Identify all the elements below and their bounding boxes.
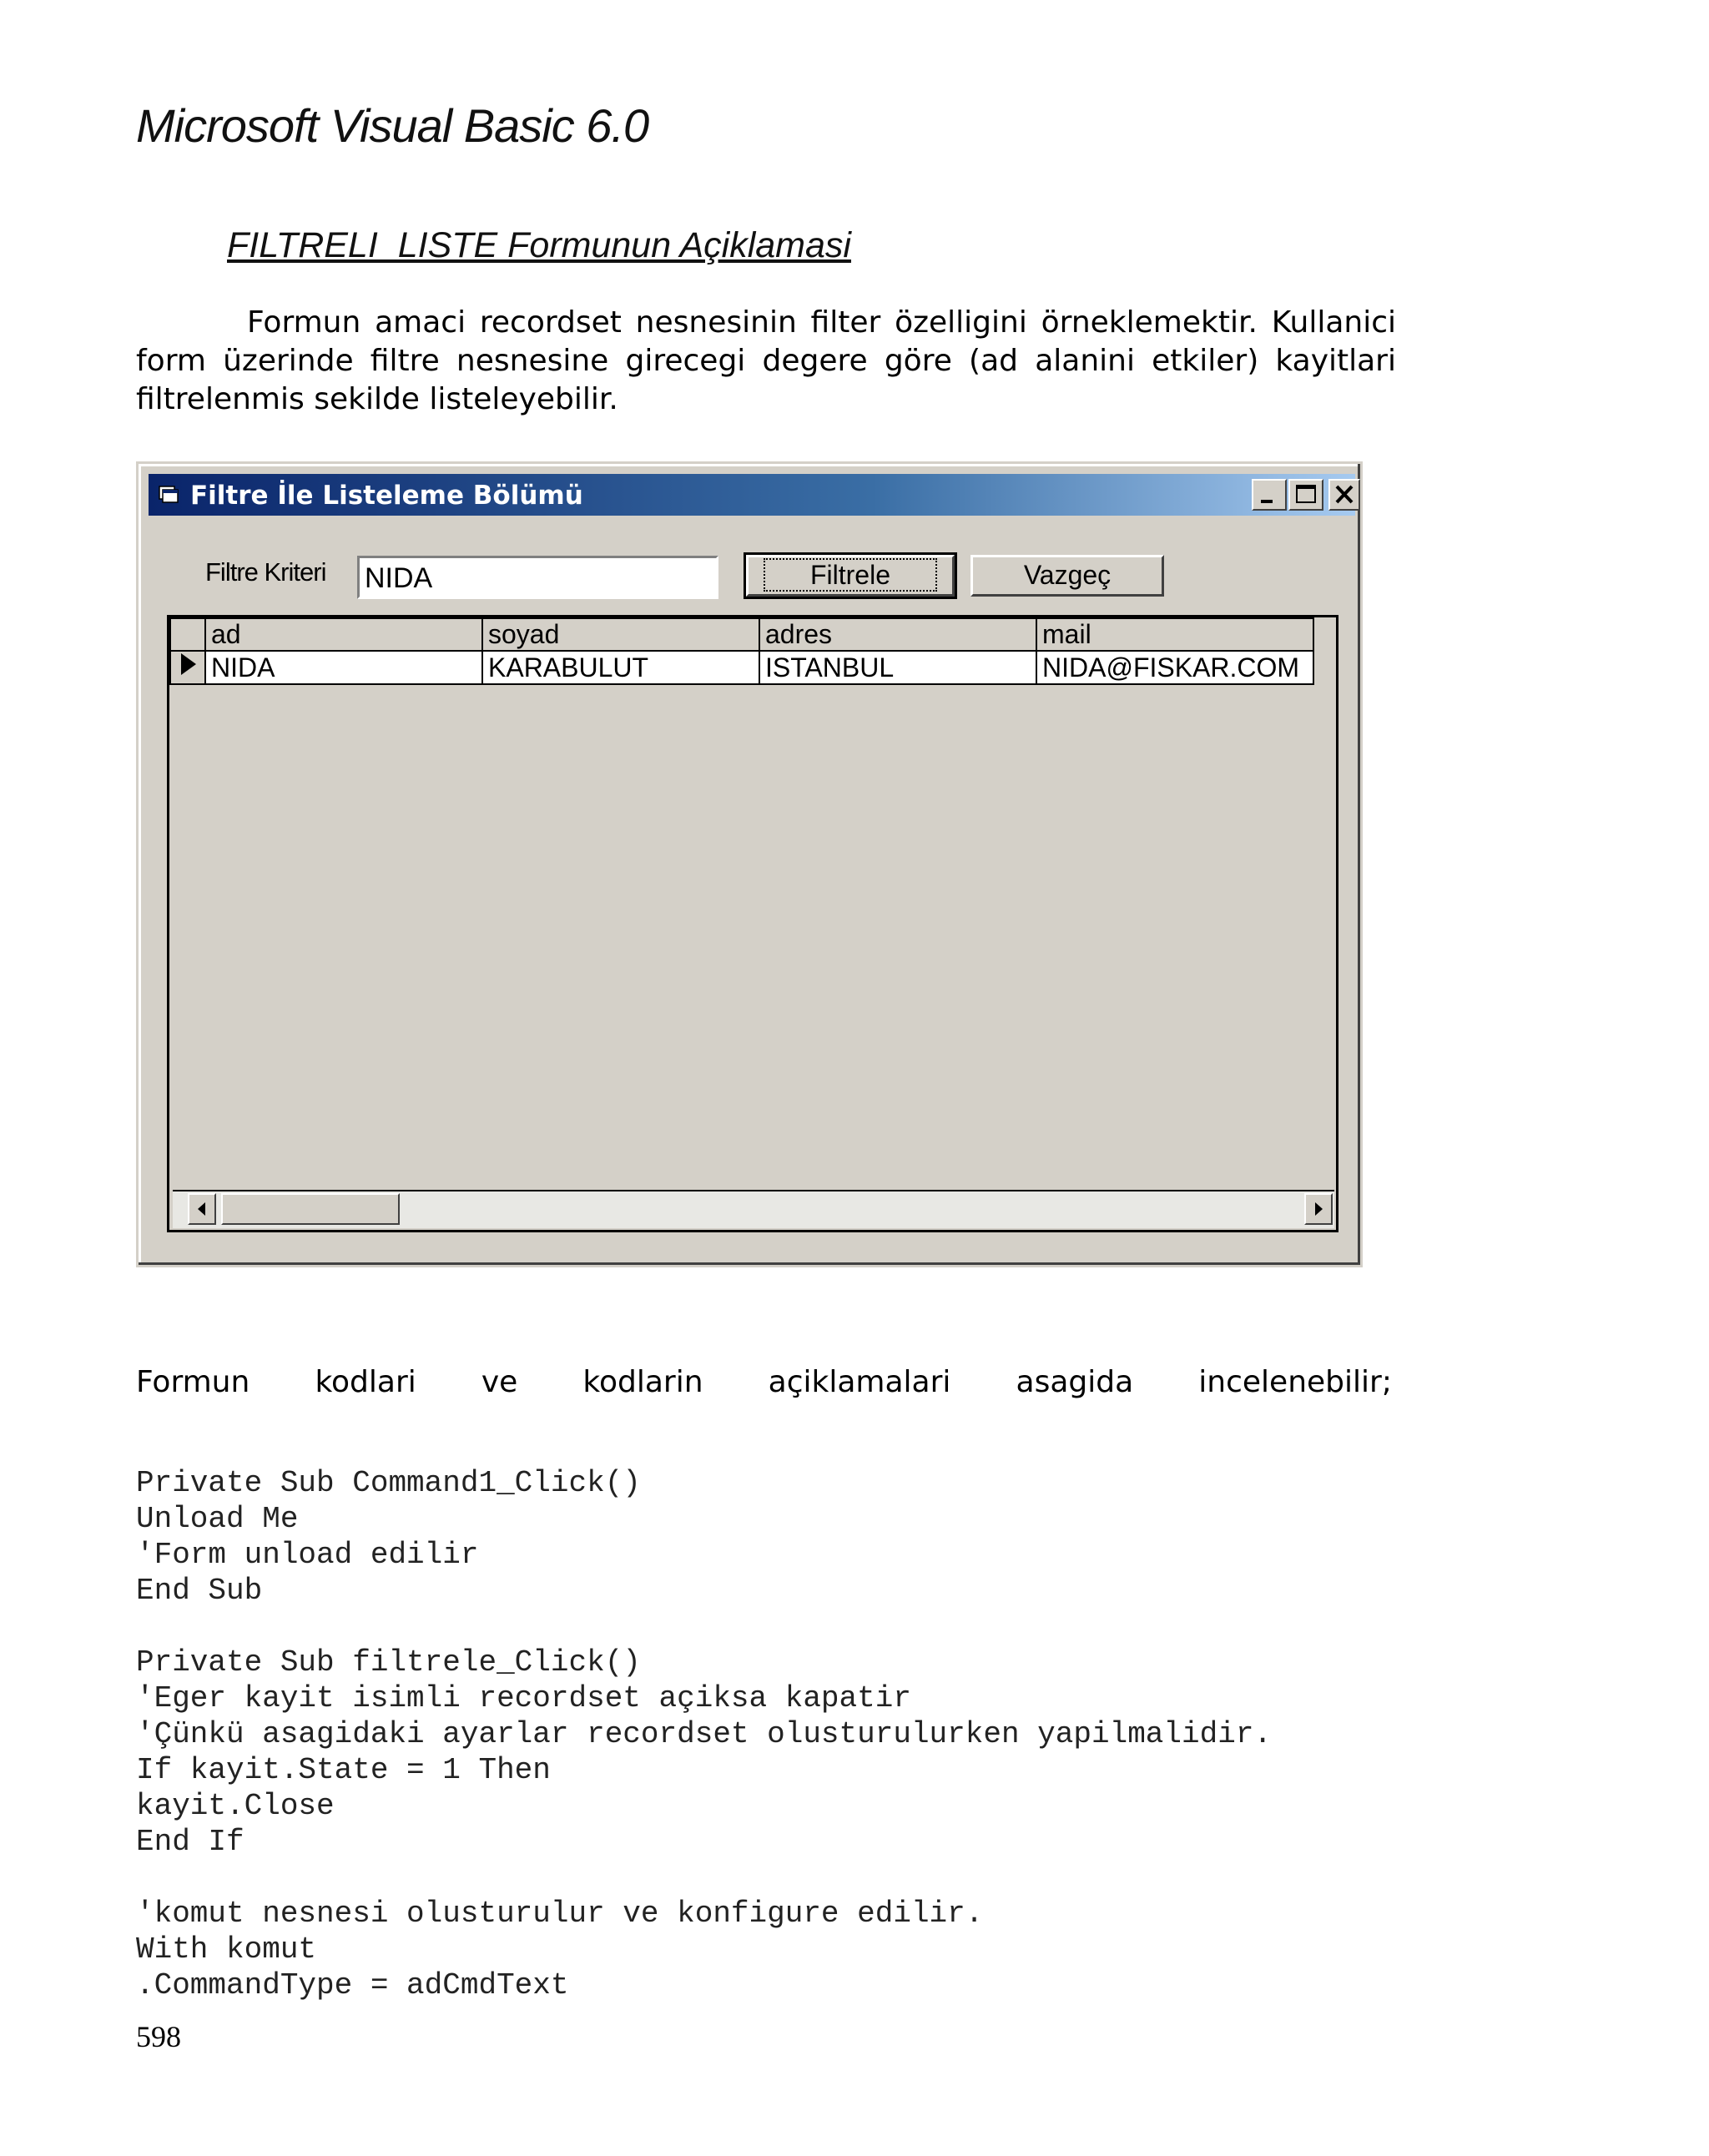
word: Formun [136, 1365, 250, 1399]
code-line: 'Çünkü asagidaki ayarlar recordset olusturulurken yapilmalidir. [136, 1717, 1273, 1751]
code-line: kayit.Close [136, 1789, 335, 1823]
word: kodlari [315, 1365, 416, 1399]
scroll-right-button[interactable] [1304, 1193, 1333, 1225]
word: incelenebilir; [1198, 1365, 1392, 1399]
column-header-ad[interactable]: ad [205, 618, 482, 651]
code-line: 'komut nesnesi olusturulur ve konfigure edilir. [136, 1897, 984, 1931]
filter-button[interactable] [746, 555, 955, 597]
row-selector[interactable] [170, 651, 205, 684]
grid-corner-header [170, 618, 205, 651]
current-row-arrow-icon [178, 652, 198, 677]
horizontal-scrollbar[interactable] [173, 1190, 1334, 1228]
scroll-thumb[interactable] [221, 1193, 400, 1225]
arrow-right-icon [1306, 1195, 1331, 1223]
intro-paragraph: Formun amaci recordset nesnesinin filter özelligini örneklemektir. Kullanici form üzerinde filtre nesnesine girecegi degere göre (ad alanini etkiler) kayitlari filtrelenmis sekilde listeleyebilir. [136, 305, 1396, 416]
page-number: 598 [136, 2020, 181, 2053]
table-row[interactable] [170, 651, 1313, 684]
arrow-left-icon [189, 1195, 214, 1223]
code-line [136, 1609, 1272, 1645]
maximize-button[interactable] [1288, 479, 1323, 511]
column-header-mail[interactable]: mail [1036, 618, 1313, 651]
code-line: If kayit.State = 1 Then [136, 1753, 551, 1787]
scroll-left-button[interactable] [188, 1193, 216, 1225]
column-header-adres[interactable]: adres [759, 618, 1036, 651]
code-line: Private Sub filtrele_Click() [136, 1645, 641, 1680]
minimize-button[interactable] [1252, 479, 1287, 511]
code-intro-paragraph [136, 1365, 1392, 1399]
close-button[interactable] [1328, 479, 1360, 511]
word: asagida [1016, 1365, 1134, 1399]
code-line: 'Form unload edilir [136, 1538, 479, 1572]
column-header-soyad[interactable]: soyad [482, 618, 759, 651]
filter-button-label: Filtrele [764, 558, 937, 592]
form-icon [159, 484, 180, 504]
filter-criteria-input[interactable]: NIDA [357, 556, 718, 599]
word: açiklamalari [768, 1365, 951, 1399]
close-icon [1330, 481, 1359, 509]
code-line: End If [136, 1825, 245, 1859]
window-titlebar[interactable] [149, 474, 1355, 516]
code-line: .CommandType = adCmdText [136, 1968, 569, 2002]
code-line: Unload Me [136, 1502, 299, 1536]
filter-criteria-label: Filtre Kriteri [205, 557, 326, 587]
vb-form-window [136, 461, 1363, 1267]
code-line: 'Eger kayit isimli recordset açiksa kapatir [136, 1681, 911, 1715]
cell-ad[interactable]: NIDA [205, 651, 482, 684]
code-line: End Sub [136, 1574, 263, 1608]
cell-mail[interactable]: NIDA@FISKAR.COM [1036, 651, 1313, 684]
cell-adres[interactable]: ISTANBUL [759, 651, 1036, 684]
grid-table [169, 617, 1314, 685]
maximize-icon [1290, 481, 1322, 509]
code-listing [136, 1465, 1272, 2003]
window-title: Filtre İle Listeleme Bölümü [190, 481, 583, 511]
page-header-title: Microsoft Visual Basic 6.0 [136, 99, 649, 152]
cell-soyad[interactable]: KARABULUT [482, 651, 759, 684]
code-line: With komut [136, 1932, 317, 1967]
data-grid[interactable] [167, 615, 1338, 1232]
word: kodlarin [582, 1365, 703, 1399]
section-title: FILTRELI_LISTE Formunun Açiklamasi [227, 225, 851, 265]
code-line: Private Sub Command1_Click() [136, 1466, 641, 1500]
minimize-icon [1253, 481, 1285, 509]
cancel-button[interactable]: Vazgeç [970, 555, 1164, 597]
code-line [136, 1860, 1272, 1896]
word: ve [481, 1365, 518, 1399]
